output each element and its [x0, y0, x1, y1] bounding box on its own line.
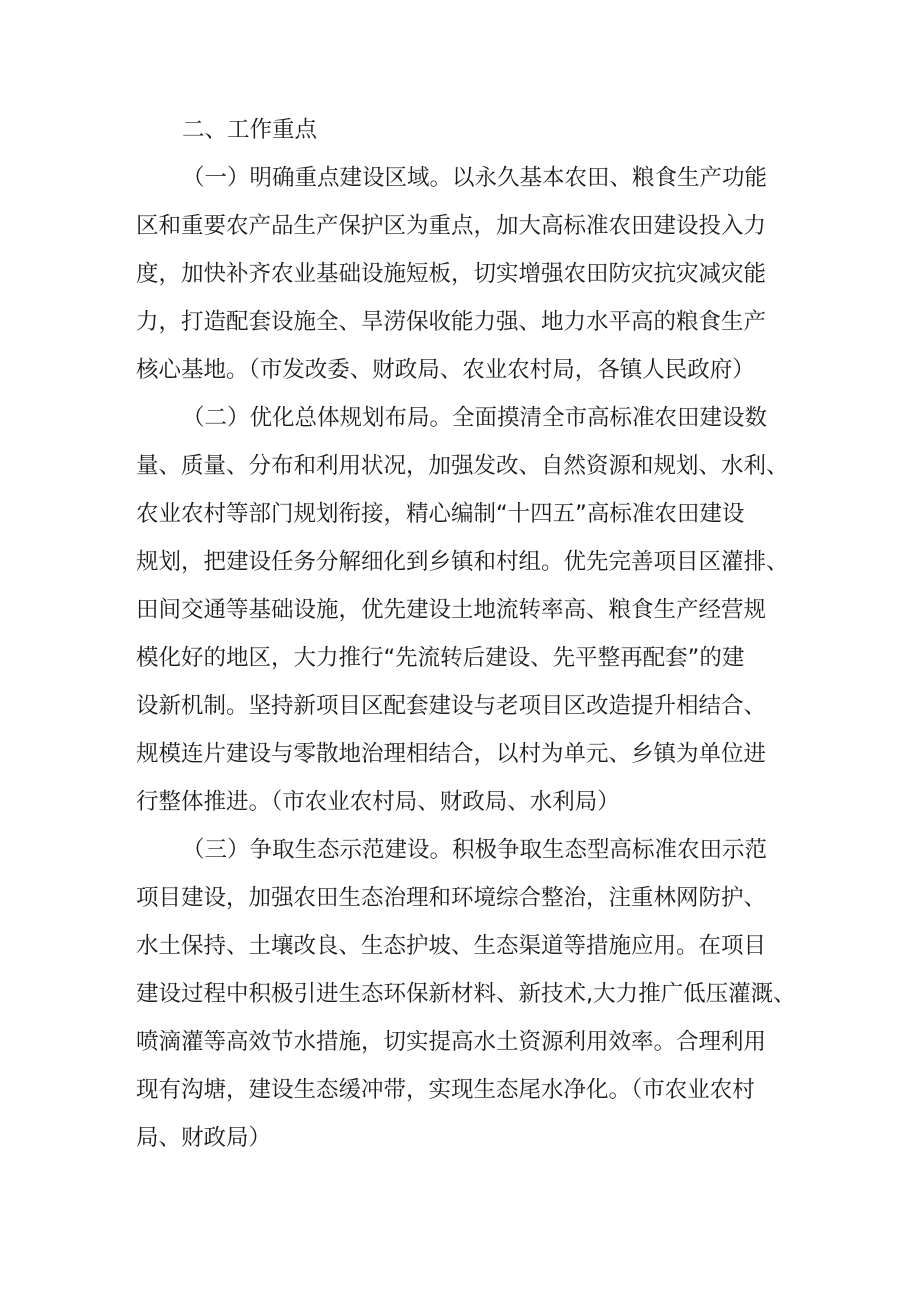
- section-heading: 二、工作重点: [182, 117, 318, 143]
- paragraph-line: （二）优化总体规划布局。全面摸清全市高标准农田建设数: [182, 405, 768, 431]
- paragraph-line: 局、财政局）: [136, 1125, 272, 1151]
- paragraph-line: 度，加快补齐农业基础设施短板，切实增强农田防灾抗灾减灾能: [136, 261, 767, 287]
- paragraph-line: 规模连片建设与零散地治理相结合，以村为单元、乡镇为单位进: [136, 741, 767, 767]
- paragraph-line: 力，打造配套设施全、旱涝保收能力强、地力水平高的粮食生产: [136, 309, 767, 335]
- paragraph-line: （三）争取生态示范建设。积极争取生态型高标准农田示范: [182, 837, 768, 863]
- paragraph-line: 田间交通等基础设施，优先建设土地流转率高、粮食生产经营规: [136, 597, 767, 623]
- paragraph-line: 设新机制。坚持新项目区配套建设与老项目区改造提升相结合、: [136, 693, 767, 719]
- paragraph-line: 喷滴灌等高效节水措施，切实提高水土资源利用效率。合理利用: [136, 1029, 767, 1055]
- paragraph-line: （一）明确重点建设区域。以永久基本农田、粮食生产功能: [182, 165, 768, 191]
- paragraph-line: 农业农村等部门规划衔接，精心编制“十四五”高标准农田建设: [136, 501, 745, 527]
- paragraph-line: 模化好的地区，大力推行“先流转后建设、先平整再配套”的建: [136, 645, 745, 671]
- paragraph-line: 核心基地。（市发改委、财政局、农业农村局，各镇人民政府）: [136, 357, 755, 383]
- paragraph-line: 区和重要农产品生产保护区为重点，加大高标准农田建设投入力: [136, 213, 767, 239]
- paragraph-line: 量、质量、分布和利用状况，加强发改、自然资源和规划、水利、: [136, 453, 789, 479]
- paragraph-line: 行整体推进。（市农业农村局、财政局、水利局）: [136, 789, 620, 815]
- paragraph-line: 建设过程中积极引进生态环保新材料、新技术,大力推广低压灌溉、: [136, 981, 796, 1007]
- paragraph-line: 规划，把建设任务分解细化到乡镇和村组。优先完善项目区灌排、: [136, 549, 789, 575]
- paragraph-line: 项目建设，加强农田生态治理和环境综合整治，注重林网防护、: [136, 885, 767, 911]
- paragraph-line: 现有沟塘，建设生态缓冲带，实现生态尾水净化。（市农业农村: [136, 1077, 755, 1103]
- paragraph-line: 水土保持、土壤改良、生态护坡、生态渠道等措施应用。在项目: [136, 933, 767, 959]
